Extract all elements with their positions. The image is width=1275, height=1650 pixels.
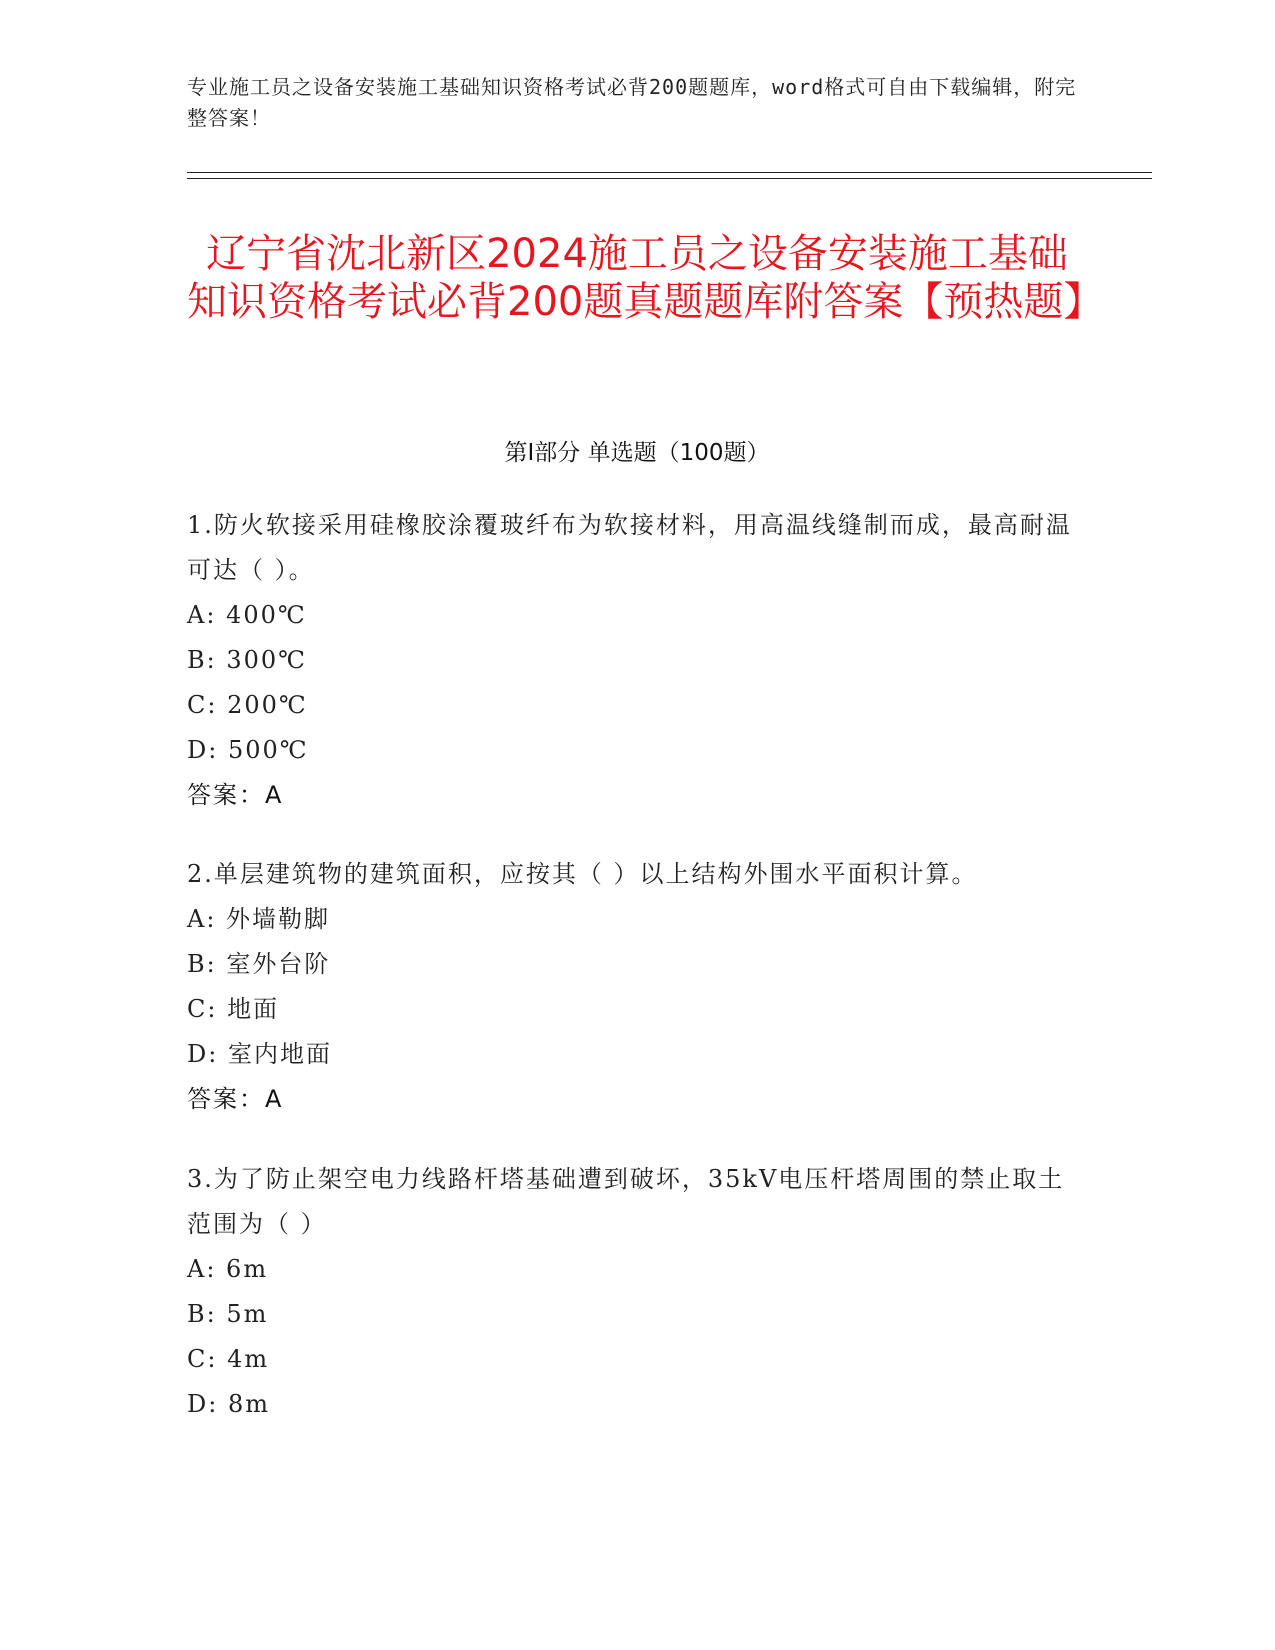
question-text: 1.防火软接采用硅橡胶涂覆玻纤布为软接材料，用高温线缝制而成，最高耐温可达（ ）。: [187, 511, 1072, 584]
option-c: C: 200℃: [187, 691, 308, 719]
option-d: D: 500℃: [187, 736, 309, 764]
header-note: 专业施工员之设备安装施工基础知识资格考试必背200题题库，word格式可自由下载编辑，附完整答案！: [187, 75, 1077, 130]
question-1: [187, 503, 1087, 818]
option-a: A: 外墙勒脚: [187, 905, 331, 933]
question-text: 3.为了防止架空电力线路杆塔基础遭到破坏，35kV电压杆塔周围的禁止取土范围为（ ）: [187, 1165, 1065, 1238]
option-d: D: 室内地面: [187, 1040, 332, 1068]
question-text: 2.单层建筑物的建筑面积，应按其（ ）以上结构外围水平面积计算。: [187, 860, 978, 888]
option-b: B: 5m: [187, 1300, 269, 1328]
question-2: [187, 852, 1087, 1122]
header-rule-top: [187, 172, 1152, 173]
section-heading: 第Ⅰ部分 单选题（100题）: [504, 440, 770, 466]
option-c: C: 地面: [187, 995, 280, 1023]
answer: 答案：A: [187, 781, 284, 809]
document-title: 辽宁省沈北新区2024施工员之设备安装施工基础知识资格考试必背200题真题题库附答案【预热题】: [187, 231, 1104, 325]
question-3: [187, 1157, 1087, 1427]
option-a: A: 400℃: [187, 601, 307, 629]
option-c: C: 4m: [187, 1345, 270, 1373]
answer: 答案：A: [187, 1085, 284, 1113]
option-b: B: 室外台阶: [187, 950, 331, 978]
option-a: A: 6m: [187, 1255, 269, 1283]
option-b: B: 300℃: [187, 646, 308, 674]
header-rule-bottom: [187, 178, 1152, 179]
option-d: D: 8m: [187, 1390, 270, 1418]
